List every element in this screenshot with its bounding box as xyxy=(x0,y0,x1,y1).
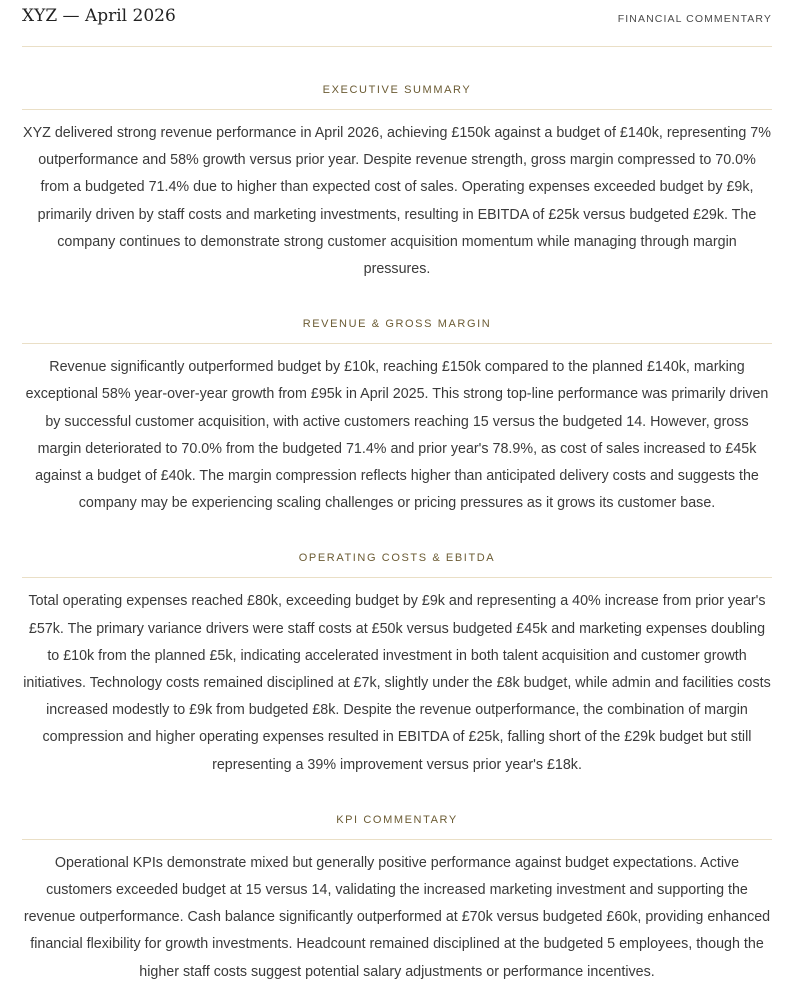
section-paragraph: XYZ delivered strong revenue performance in April 2026, achieving £150k against a budget of £140k, representing 7% outperformance and 58% growth versus prior year. Despite revenue strength, gross margin compressed to 70.0% from a budgeted 71.4% due to higher than expected cost of sales. Operating expenses exceeded budget by £9k, primarily driven by staff costs and marketing investments, resulting in EBITDA of £25k versus budgeted £29k. The company continues to demonstrate strong customer acquisition momentum while managing through margin pressures. xyxy=(23,125,771,278)
section-executive-summary xyxy=(22,84,772,283)
commentary-page xyxy=(22,0,772,986)
document-title: XYZ — April 2026 xyxy=(22,6,176,26)
document-type-label: FINANCIAL COMMENTARY xyxy=(617,13,772,25)
section-paragraph: Operational KPIs demonstrate mixed but generally positive performance against budget expectations. Active customers exceeded budget at 15 versus 14, validating the increased marketing investment and supporting the revenue outperformance. Cash balance significantly outperformed at £70k versus budgeted £60k, providing enhanced financial flexibility for growth investments. Headcount remained disciplined at the budgeted 5 employees, though the higher staff costs suggest potential salary adjustments or performance incentives. xyxy=(23,854,771,980)
section-paragraph: Total operating expenses reached £80k, exceeding budget by £9k and representing a 40% increase from prior year's £57k. The primary variance drivers were staff costs at £50k versus budgeted £45k and marketing expenses doubling to £10k from the planned £5k, indicating accelerated investment in both talent acquisition and customer growth initiatives. Technology costs remained disciplined at £7k, slightly under the £8k budget, while admin and facilities costs increased modestly to £9k from budgeted £8k. Despite the revenue outperformance, the combination of margin compression and higher operating expenses resulted in EBITDA of £25k, falling short of the £29k budget but still representing a 39% improvement versus prior year's £18k. xyxy=(23,593,771,773)
section-kpi-commentary xyxy=(22,814,772,986)
section-operating-costs-ebitda xyxy=(22,552,772,778)
section-heading: KPI COMMENTARY xyxy=(22,814,772,840)
section-paragraph: Revenue significantly outperformed budget by £10k, reaching £150k compared to the planned £140k, marking exceptional 58% year-over-year growth from £95k in April 2025. This strong top-line performance was primarily driven by successful customer acquisition, with active customers reaching 15 versus the budgeted 14. However, gross margin deteriorated to 70.0% from the budgeted 71.4% and prior year's 78.9%, as cost of sales increased to £45k against a budget of £40k. The margin compression reflects higher than anticipated delivery costs and suggests the company may be experiencing scaling challenges or pricing pressures as it grows its customer base. xyxy=(25,359,769,512)
page-header xyxy=(22,0,772,47)
section-heading: OPERATING COSTS & EBITDA xyxy=(22,552,772,578)
section-heading: EXECUTIVE SUMMARY xyxy=(22,84,772,110)
section-revenue-gross-margin xyxy=(22,318,772,517)
section-heading: REVENUE & GROSS MARGIN xyxy=(22,318,772,344)
